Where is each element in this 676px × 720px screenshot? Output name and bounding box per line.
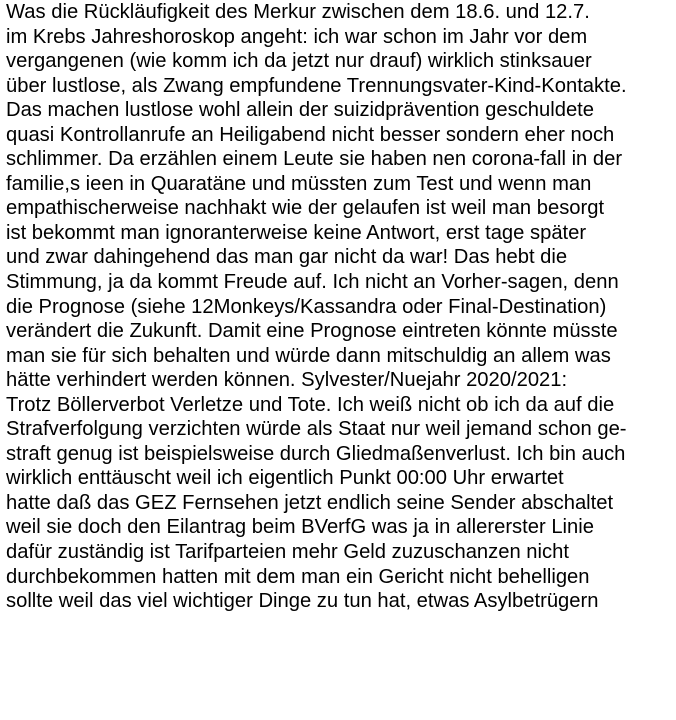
text-line: empathischerweise nachhakt wie der gelaufen ist weil man besorgt [6,197,605,220]
text-line: die Prognose (siehe 12Monkeys/Kassandra oder Final-Destination) [6,295,607,318]
body-text [6,0,676,614]
text-line: familie,s ieen in Quaratäne und müssten zum Test und wenn man [6,172,592,195]
text-line: straft genug ist beispielsweise durch Gliedmaßenverlust. Ich bin auch [6,442,626,465]
text-line: quasi Kontrollanrufe an Heiligabend nicht besser sondern eher noch [6,123,615,146]
text-line: ist bekommt man ignoranterweise keine Antwort, erst tage später [6,221,587,244]
text-line: schlimmer. Da erzählen einem Leute sie haben nen corona-fall in der [6,148,623,171]
text-line: im Krebs Jahreshoroskop angeht: ich war schon im Jahr vor dem [6,25,588,48]
text-line: Das machen lustlose wohl allein der suizidprävention geschuldete [6,99,595,122]
text-line: Was die Rückläufigkeit des Merkur zwischen dem 18.6. und 12.7. [6,1,590,23]
text-line: wirklich enttäuscht weil ich eigentlich Punkt 00:00 Uhr erwartet [6,467,564,490]
text-line: durchbekommen hatten mit dem man ein Gericht nicht behelligen [6,565,590,588]
text-line: verändert die Zukunft. Damit eine Prognose eintreten könnte müsste [6,320,618,343]
text-line: weil sie doch den Eilantrag beim BVerfG was ja in allererster Linie [6,516,594,539]
text-line: man sie für sich behalten und würde dann mitschuldig an allem was [6,344,611,367]
text-line: Strafverfolgung verzichten würde als Staat nur weil jemand schon ge- [6,418,627,441]
text-line: Stimmung, ja da kommt Freude auf. Ich nicht an Vorher-sagen, denn [6,271,619,294]
text-line: hätte verhindert werden können. Sylvester/Nuejahr 2020/2021: [6,369,568,392]
text-line: sollte weil das viel wichtiger Dinge zu tun hat, etwas Asylbetrügern [6,590,599,613]
text-line: vergangenen (wie komm ich da jetzt nur drauf) wirklich stinksauer [6,50,592,73]
text-line: Trotz Böllerverbot Verletze und Tote. Ich weiß nicht ob ich da auf die [6,393,615,416]
text-line: dafür zuständig ist Tarifparteien mehr Geld zuzuschanzen nicht [6,541,569,564]
text-line: hatte daß das GEZ Fernsehen jetzt endlich seine Sender abschaltet [6,491,614,514]
text-line: über lustlose, als Zwang empfundene Trennungsvater-Kind-Kontakte. [6,74,627,97]
text-line: und zwar dahingehend das man gar nicht da war! Das hebt die [6,246,568,269]
